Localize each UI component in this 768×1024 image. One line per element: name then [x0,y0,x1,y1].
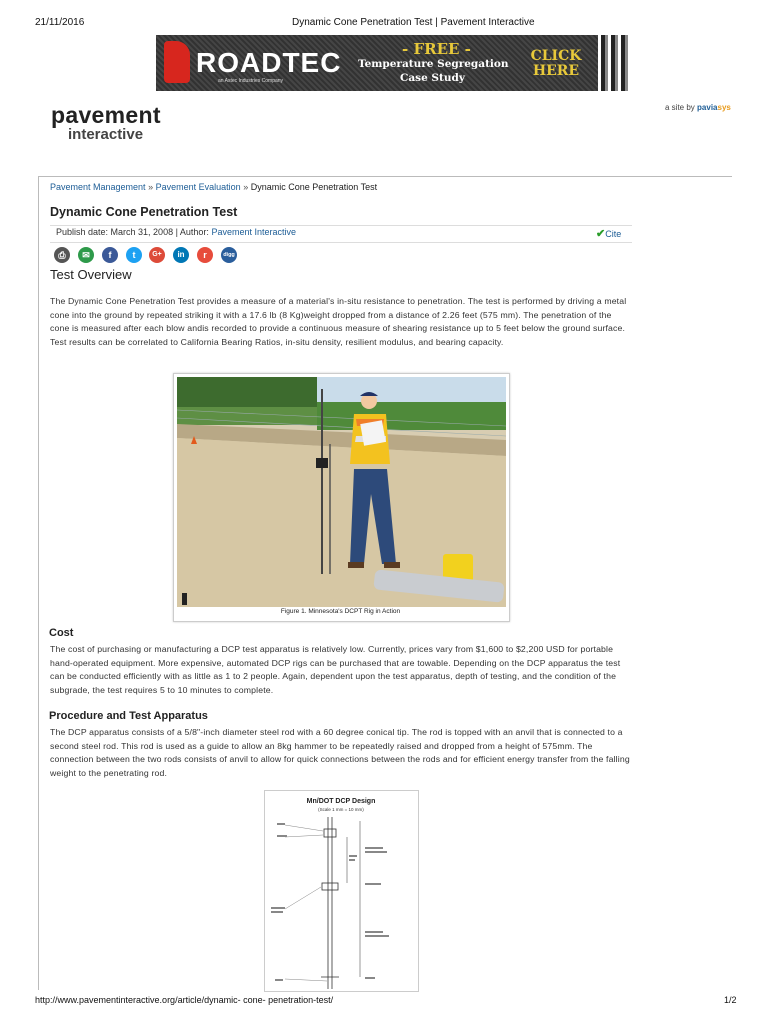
publish-meta [56,227,296,237]
figure1-photo [173,373,510,622]
digg-icon[interactable]: digg [221,247,237,263]
dcpt-photo-image [174,374,509,621]
footer-page-number: 1/2 [724,995,737,1005]
footer-url: http://www.pavementinteractive.org/article/dynamic- cone- penetration-test/ [35,995,334,1005]
facebook-icon[interactable]: f [102,247,118,263]
cost-paragraph: The cost of purchasing or manufacturing a DCP test apparatus is relatively low. Currently, prices vary from $1,600 to $2,200 USD for portable hand-operated equipment. More expensive, automated DCP rigs can be purchased that are towable. Depending on the DCP apparatus the test can be conducted efficiently with as little as 1 to 2 people. Again, dependent upon the test apparatus, depth of testing, and the condition of the subgrade, the test requires 5 to 10 minutes to complete. [50,644,621,695]
paviasys-brand[interactable]: pavia [697,103,718,112]
a-site-by[interactable] [665,103,731,112]
twitter-icon[interactable]: t [126,247,142,263]
publish-date: Publish date: March 31, 2008 | Author: [56,227,209,237]
ad-brand-sub: an Astec Industries Company [218,78,284,84]
print-date: 21/11/2016 [35,17,85,28]
procedure-paragraph: The DCP apparatus consists of a 5/8"-inch diameter steel rod with a 60 degree conical tip. The rod is topped with an anvil that is connected to a second steel rod. This rod is used as a guide to allow an 8kg hammer to be repeatedly raised and dropped from a height of 575mm. The connection between the two rods consists of anvil to allow for quick connections between the rods and for efficient energy transfer from the falling weight to the penetrating rod. [50,727,630,778]
diagram-scale: (Scale 1 mm = 10 mm) [318,807,364,812]
author-link[interactable]: Pavement Interactive [211,227,296,237]
page-title: Dynamic Cone Penetration Test [50,205,238,219]
print-icon[interactable]: ⎙ [54,247,70,263]
breadcrumb-separator: » [148,182,154,192]
paviasys-brand-suffix[interactable]: sys [717,103,731,112]
site-logo-interactive[interactable]: interactive [68,126,144,143]
print-title: Dynamic Cone Penetration Test | Pavement Interactive [292,17,535,28]
procedure-heading: Procedure and Test Apparatus [49,710,208,722]
ad-line1: Temperature Segregation [358,58,509,70]
ad-free: - FREE - [402,40,471,58]
breadcrumb-separator: » [243,182,249,192]
roadtec-logo-icon [164,41,190,83]
breadcrumb [50,182,377,192]
content-frame-top [38,176,732,177]
ad-stripes [598,35,628,91]
cost-heading: Cost [49,627,74,639]
ad-banner[interactable] [156,35,628,91]
content-frame-left [38,176,39,990]
overview-paragraph: The Dynamic Cone Penetration Test provides a measure of a material's in-situ resistance to penetration. The test is performed by driving a metal cone into the ground by repeated striking it with a 17.6 lb (8 Kg)weight dropped from a distance of 2.26 feet (575 mm). The penetration of the cone is measured after each blow andis recorded to provide a continuous measure of shearing resistance up to 5 feet below the ground surface. Test results can be correlated to California Bearing Ratios, in-situ density, resilient modulus, and bearing capacity. [50,296,627,347]
figure1-caption: Figure 1. Minnesota's DCPT Rig in Action [280,608,401,615]
ad-line2: Case Study [400,72,465,84]
cite-label: Cite [605,229,622,239]
linkedin-icon[interactable]: in [173,247,189,263]
dcp-design-diagram [264,790,419,992]
dcp-diagram-drawing [265,791,418,991]
breadcrumb-pavement-management[interactable]: Pavement Management [50,182,146,192]
cite-button[interactable] [596,227,621,240]
diagram-title: Mn/DOT DCP Design [306,798,376,805]
breadcrumb-current: Dynamic Cone Penetration Test [250,182,378,192]
a-site-by-label: a site by [665,103,695,112]
reddit-icon[interactable]: r [197,247,213,263]
checkmark-icon: ✔ [596,228,606,240]
breadcrumb-pavement-evaluation[interactable]: Pavement Evaluation [155,182,241,192]
ad-click-here[interactable]: CLICK HERE [530,48,582,79]
email-icon[interactable]: ✉ [78,247,94,263]
test-overview-heading: Test Overview [50,267,132,282]
site-logo-pavement[interactable]: pavement [51,102,161,128]
google-plus-icon[interactable]: G+ [149,247,165,263]
ad-brand: ROADTEC [196,47,342,78]
